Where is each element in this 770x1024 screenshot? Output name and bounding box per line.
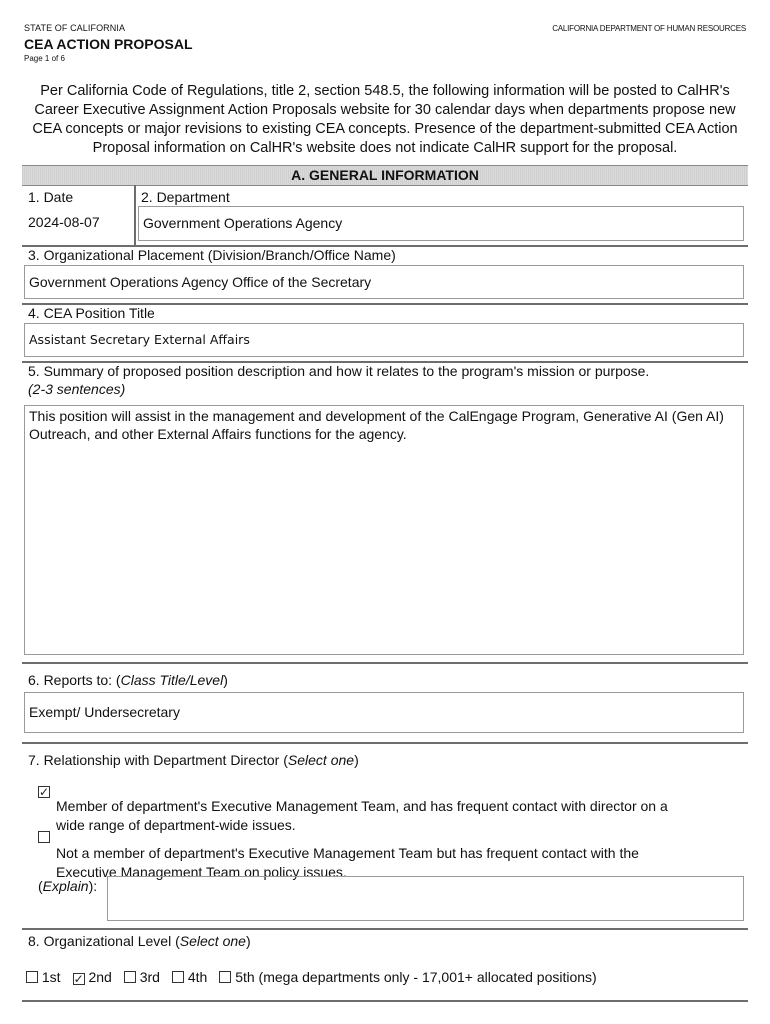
divider — [22, 662, 748, 664]
department-label: 2. Department — [141, 189, 230, 205]
relationship-label: 7. Relationship with Department Director (Select one) — [28, 752, 359, 768]
state-label: STATE OF CALIFORNIA — [24, 23, 126, 33]
summary-field[interactable]: This position will assist in the management and development of the CalEngage Program, Generative AI (Gen AI) Outreach, and other External Affairs functions for the agency. — [24, 405, 744, 655]
position-title-label: 4. CEA Position Title — [28, 305, 155, 321]
checkbox-unchecked-icon[interactable] — [172, 971, 184, 983]
checkbox-unchecked-icon[interactable] — [38, 831, 50, 843]
org-level-option-1st: 1st — [26, 969, 61, 985]
section-a-heading: A. GENERAL INFORMATION — [22, 165, 748, 186]
org-level-option-2nd: ✓ 2nd — [73, 969, 112, 986]
checkbox-unchecked-icon[interactable] — [219, 971, 231, 983]
placement-field[interactable]: Government Operations Agency Office of the Secretary — [24, 265, 744, 299]
option-text: wide range of department-wide issues. — [56, 817, 296, 833]
relationship-option-non-member — [38, 825, 738, 882]
checkbox-checked-icon[interactable]: ✓ — [73, 972, 84, 986]
placement-label: 3. Organizational Placement (Division/Branch/Office Name) — [28, 247, 396, 263]
agency-label: CALIFORNIA DEPARTMENT OF HUMAN RESOURCES — [552, 24, 746, 33]
org-level-option-3rd: 3rd — [124, 969, 160, 985]
department-field[interactable]: Government Operations Agency — [138, 206, 744, 241]
option-text: Member of department's Executive Management Team, and has frequent contact with director on a — [56, 798, 668, 814]
position-title-field[interactable]: Assistant Secretary External Affairs — [24, 323, 744, 357]
page-number: Page 1 of 6 — [24, 54, 65, 63]
date-label: 1. Date — [28, 189, 74, 205]
org-level-label: 8. Organizational Level (Select one) — [28, 933, 251, 949]
option-text: Executive Management Team on policy issues. — [56, 864, 347, 880]
option-text: Not a member of department's Executive Management Team but has frequent contact with the — [56, 845, 639, 861]
form-title: CEA ACTION PROPOSAL — [24, 36, 193, 52]
checkbox-checked-icon[interactable]: ✓ — [39, 785, 50, 799]
reports-to-field[interactable]: Exempt/ Undersecretary — [24, 692, 744, 733]
divider — [22, 742, 748, 744]
checkbox-unchecked-icon[interactable] — [124, 971, 136, 983]
org-level-option-5th: 5th (mega departments only - 17,001+ allocated positions) — [219, 969, 596, 985]
summary-hint: (2-3 sentences) — [28, 381, 126, 397]
org-level-options — [26, 969, 609, 987]
checkbox-unchecked-icon[interactable] — [26, 971, 38, 983]
intro-paragraph: Per California Code of Regulations, title 2, section 548.5, the following information will be posted to CalHR's Career Executive Assignment Action Proposals website for 30 calendar days when departments propose new CEA concepts or major revisions to existing CEA concepts. Presence of the department-submitted CEA Action Proposal information on CalHR's website does not indicate CalHR support for the proposal. — [32, 83, 738, 156]
summary-label: 5. Summary of proposed position description and how it relates to the program's mission or purpose. — [28, 363, 650, 379]
divider — [134, 185, 136, 245]
date-field[interactable]: 2024-08-07 — [28, 214, 100, 230]
explain-label: (Explain): — [38, 878, 98, 894]
org-level-option-4th: 4th — [172, 969, 207, 985]
divider — [22, 1000, 748, 1002]
explain-field[interactable] — [107, 876, 744, 921]
divider — [22, 928, 748, 930]
reports-to-label: 6. Reports to: (Class Title/Level) — [28, 672, 228, 688]
